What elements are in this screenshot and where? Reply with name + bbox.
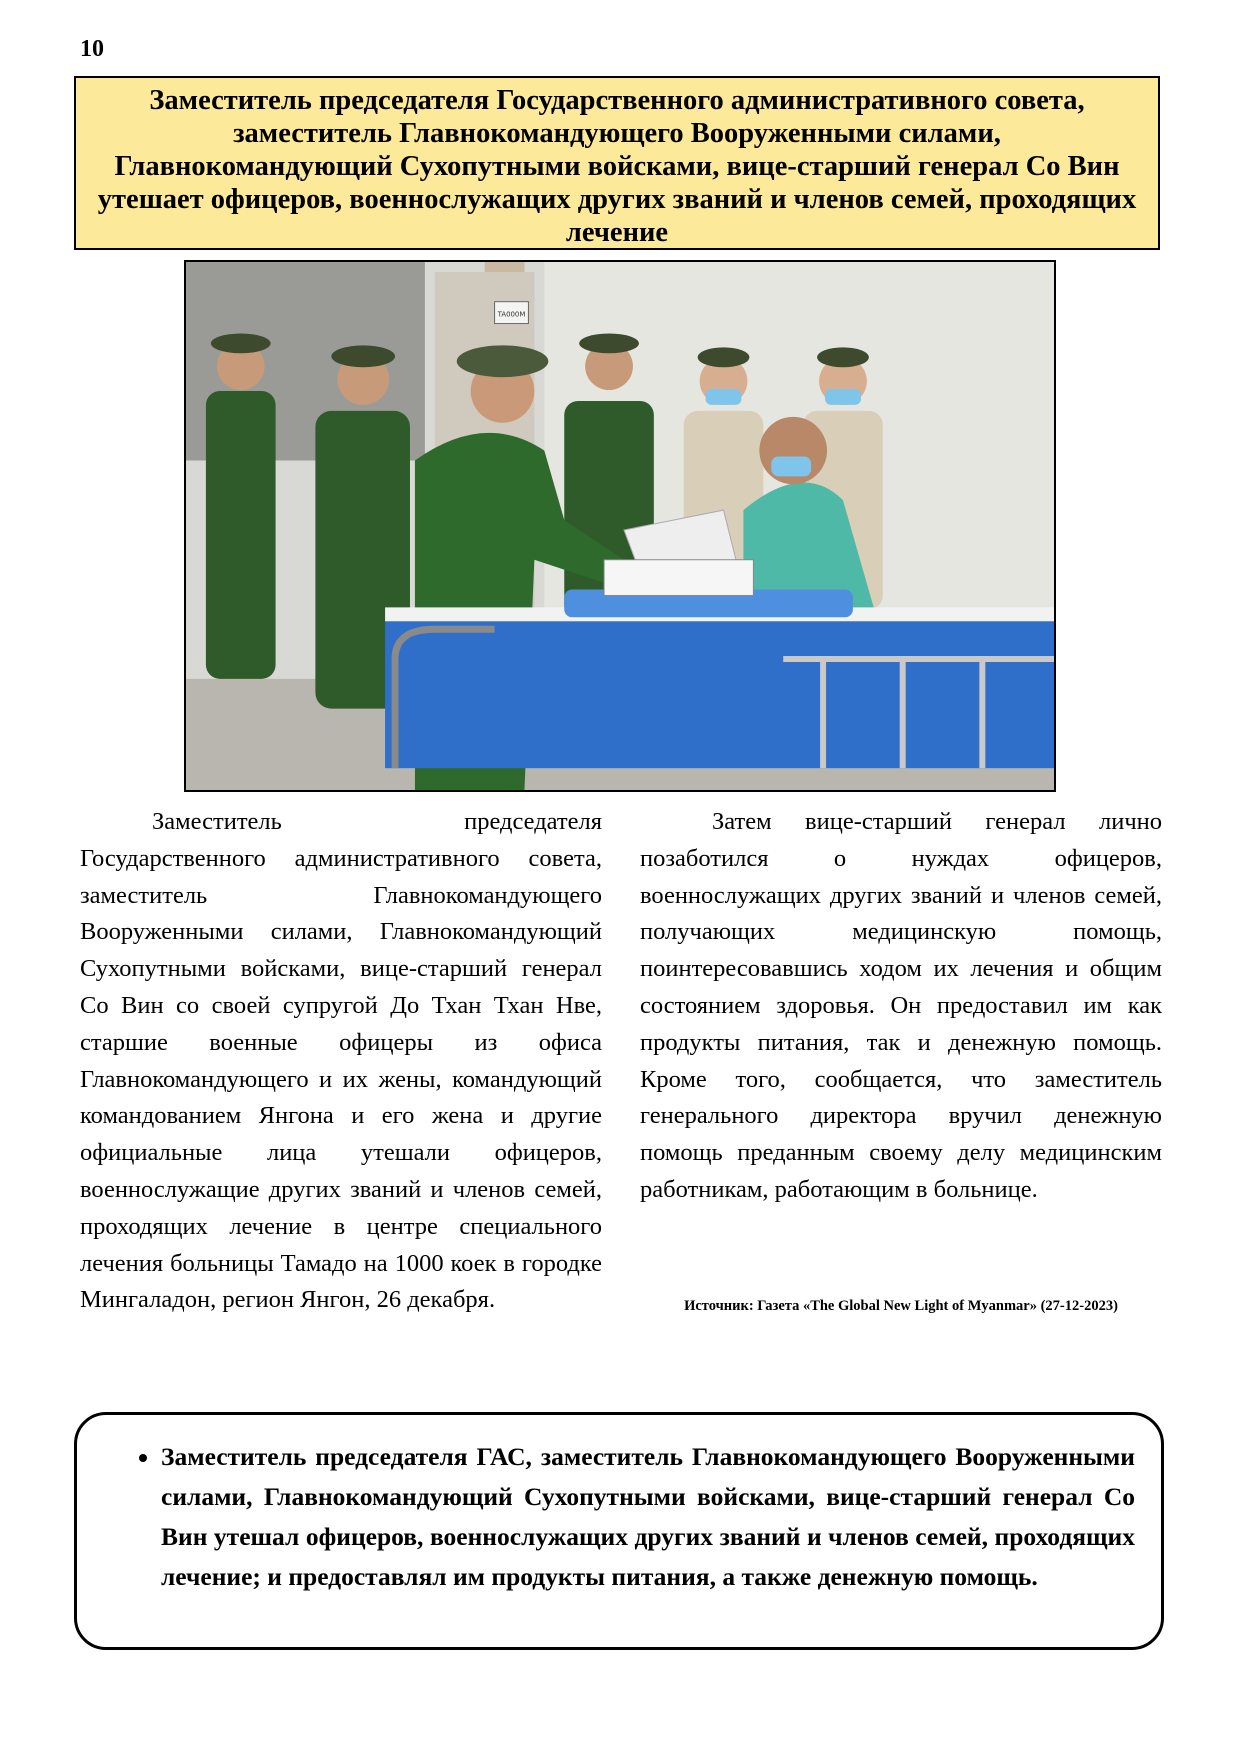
summary-list bbox=[129, 1437, 1135, 1597]
article-left-column bbox=[80, 804, 602, 1319]
article-photo bbox=[184, 260, 1056, 792]
summary-item: • Заместитель председателя ГАС, заместитель Главнокомандующего Вооруженными силами, Главнокомандующий Сухопутными войсками, вице-старший генерал Со Вин утешал офицеров, военнослужащих других званий и членов семей, проходящих лечение; и предоставлял им продукты питания, а также денежную помощь. bbox=[161, 1437, 1135, 1597]
headline: Заместитель председателя Государственного административного совета, заместитель Главнокомандующего Вооруженными силами, Главнокомандующий Сухопутными войсками, вице-старший генерал Со Вин утешает офицеров, военнослужащих других званий и членов семей, проходящих лечение bbox=[97, 85, 1137, 248]
headline-box bbox=[74, 76, 1160, 250]
page-number: 10 bbox=[80, 36, 104, 62]
article-left-paragraph: Заместитель председателя Государственного административного совета, заместитель Главнокомандующего Вооруженными силами, Главнокомандующий Сухопутными войсками, вице-старший генерал Со Вин со своей супругой До Тхан Тхан Нве, старшие военные офицеры из офиса Главнокомандующего и их жены, командующий командованием Янгона и его жена и другие официальные лица утешали офицеров, военнослужащие других званий и членов семей, проходящих лечение в центре специального лечения больницы Тамадо на 1000 коек в городке Мингаладон, регион Янгон, 26 декабря. bbox=[80, 808, 602, 1314]
article-right-paragraph: Затем вице-старший генерал лично позаботился о нуждах офицеров, военнослужащих других званий и членов семей, получающих медицинскую помощь, поинтересовавшись ходом их лечения и общим состоянием здоровья. Он предоставил им как продукты питания, так и денежную помощь. Кроме того, сообщается, что заместитель генерального директора вручил денежную помощь преданным своему делу медицинским работникам, работающим в больнице. bbox=[640, 808, 1162, 1203]
source-citation: Источник: Газета «The Global New Light of Myanmar» (27-12-2023) bbox=[684, 1298, 1118, 1314]
summary-box bbox=[74, 1412, 1164, 1650]
photo-of-visit-to-hospital-icon bbox=[186, 262, 1054, 790]
door-sign: TA000M bbox=[497, 310, 526, 319]
article-right-column bbox=[640, 804, 1162, 1209]
